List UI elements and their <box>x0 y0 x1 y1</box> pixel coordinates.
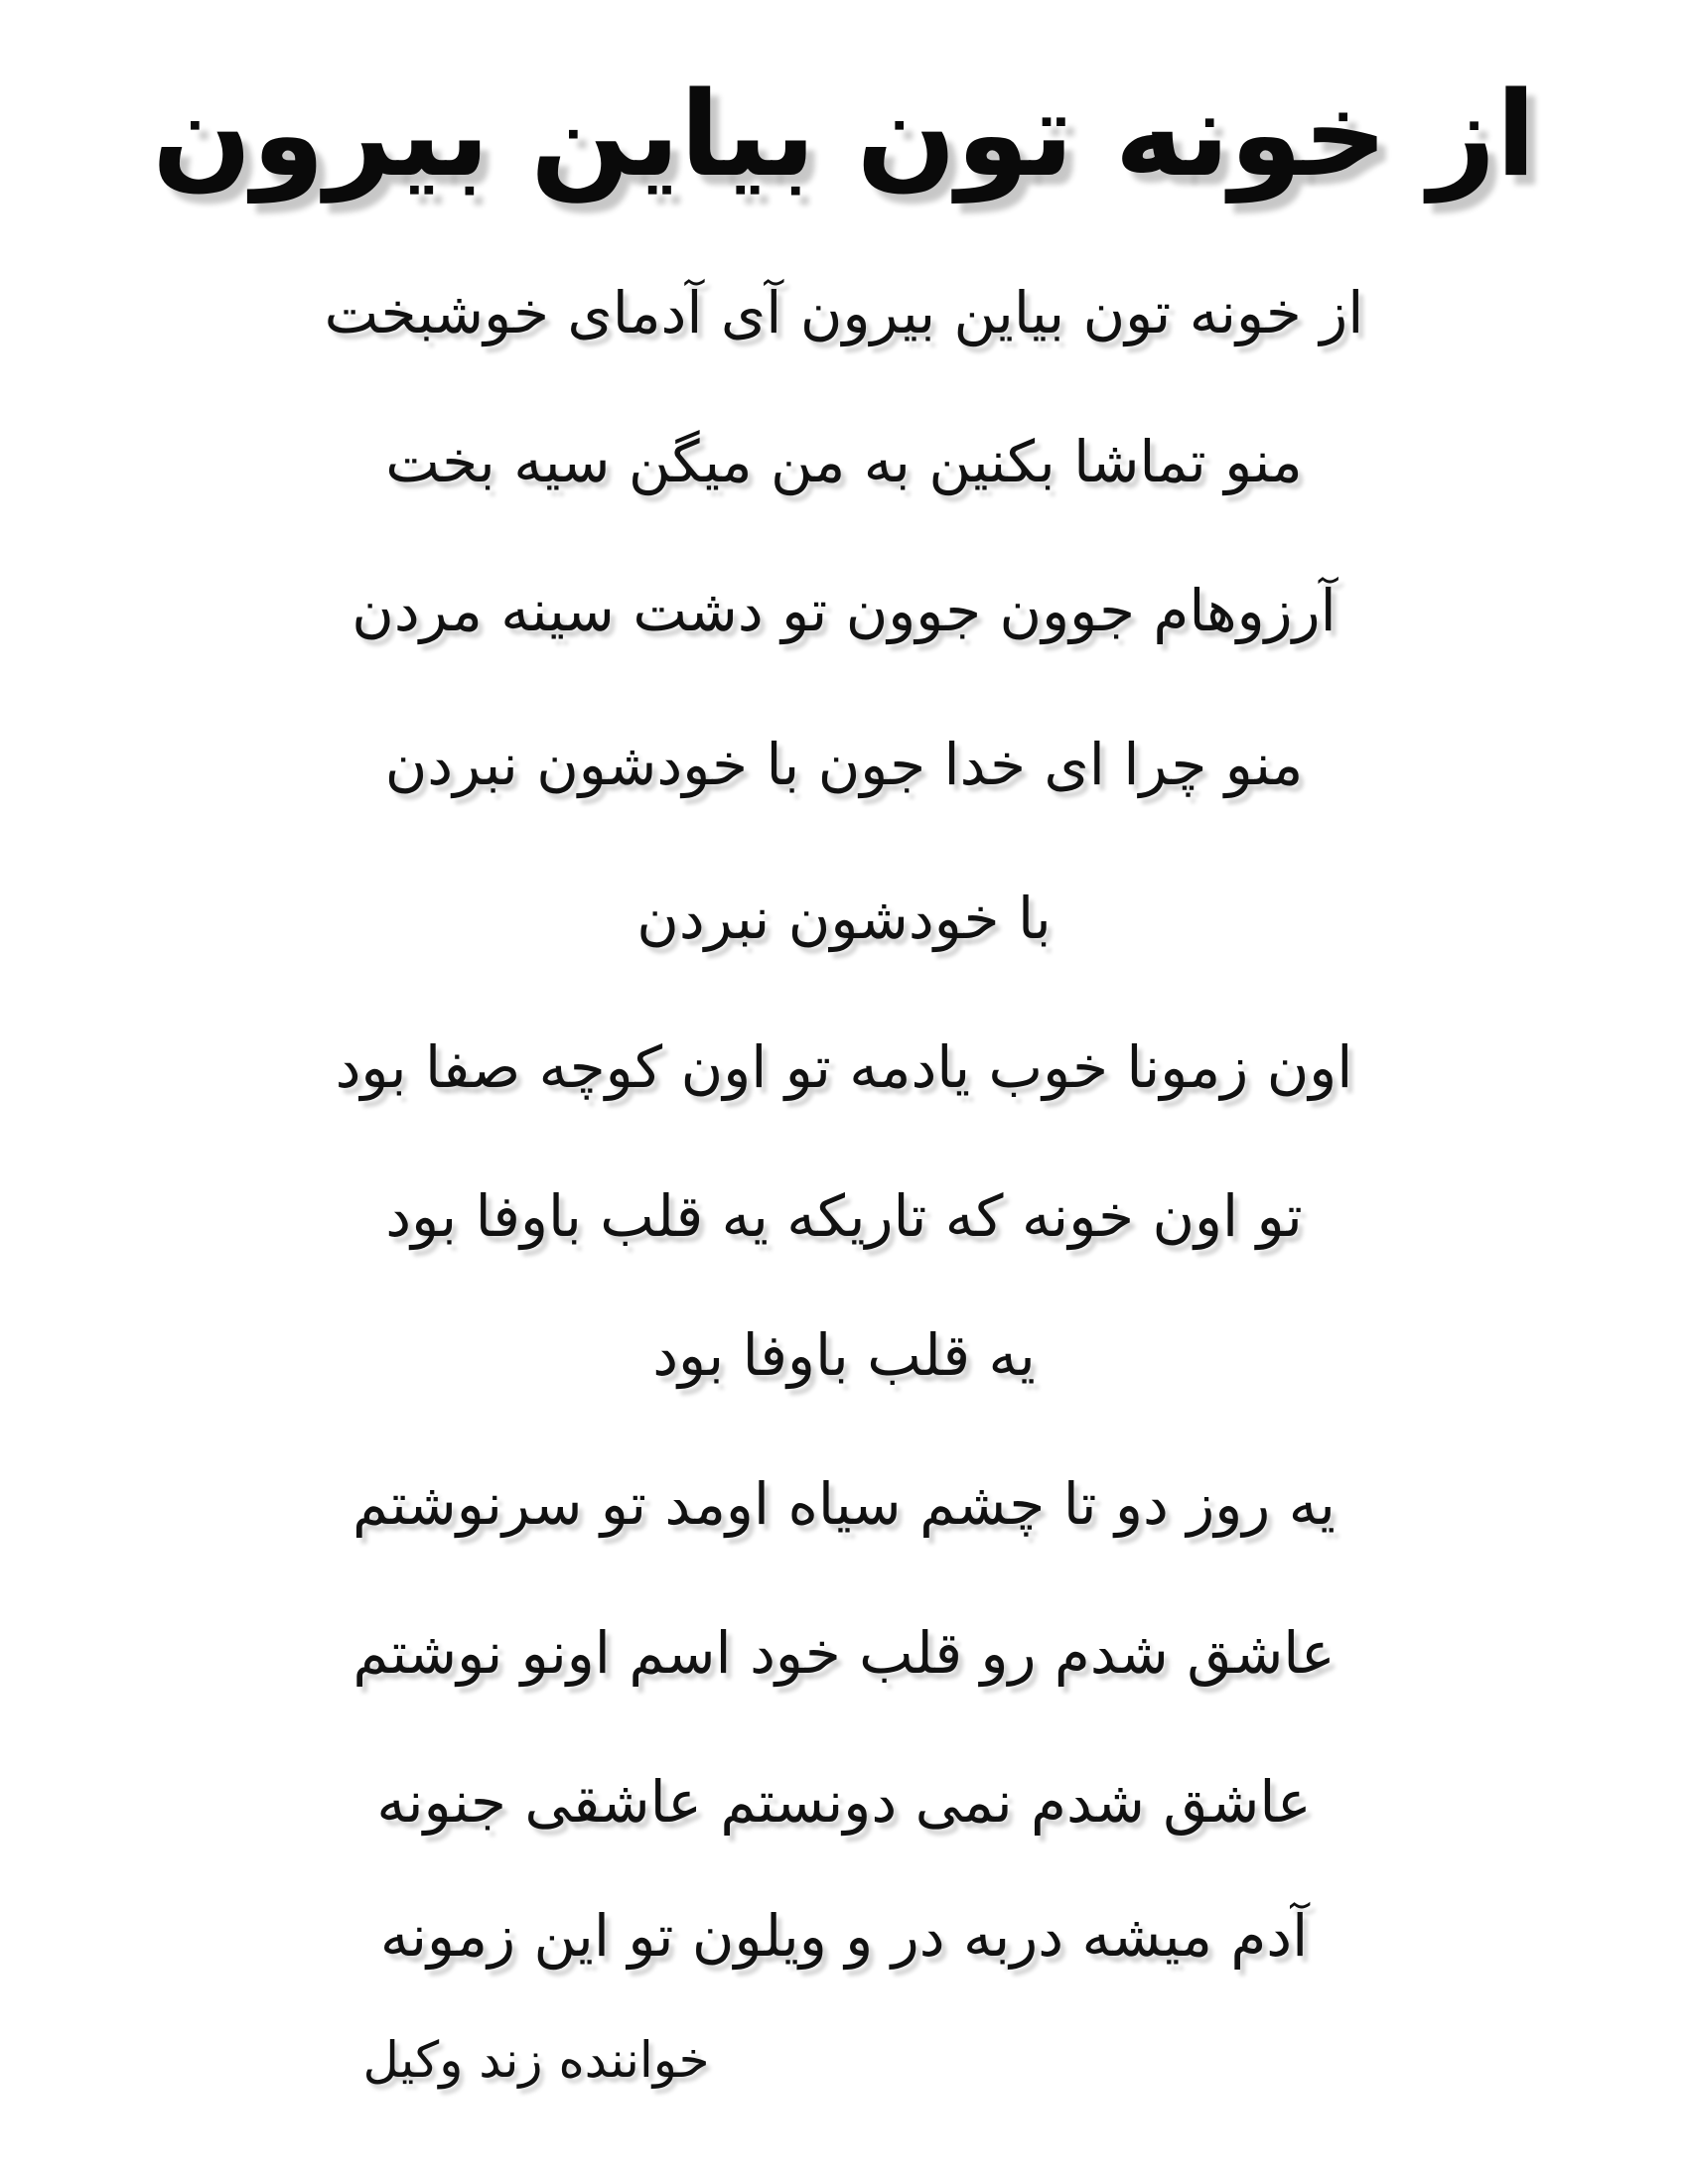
poem-line-10: عاشق شدم رو قلب خود اسم اونو نوشتم <box>352 1619 1336 1687</box>
poem-line-11: عاشق شدم نمی دونستم عاشقی جنونه <box>376 1768 1312 1836</box>
poem-line-2: منو تماشا بکنین به من میگن سیه بخت <box>385 428 1303 495</box>
poem-line-1: از خونه تون بیاین بیرون آی آدمای خوشبخت <box>324 279 1364 346</box>
poem-line-5: با خودشون نبردن <box>636 885 1052 952</box>
poem-line-4: منو چرا ای خدا جون با خودشون نبردن <box>384 731 1304 798</box>
poem-line-3: آرزوهام جوون جوون تو دشت سینه مردن <box>352 577 1336 644</box>
singer-signature: خواننده زند وکیل <box>362 2031 710 2089</box>
poem-line-8: یه قلب باوفا بود <box>652 1321 1036 1389</box>
poem-line-12: آدم میشه دربه در و ویلون تو این زمونه <box>379 1902 1309 1970</box>
poem-line-9: یه روز دو تا چشم سیاه اومد تو سرنوشتم <box>352 1470 1336 1538</box>
poem-line-6: اون زمونا خوب یادمه تو اون کوچه صفا بود <box>335 1033 1353 1101</box>
song-title: از خونه تون بیاین بیرون <box>152 66 1536 203</box>
poem-line-7: تو اون خونه که تاریکه یه قلب باوفا بود <box>385 1182 1303 1250</box>
